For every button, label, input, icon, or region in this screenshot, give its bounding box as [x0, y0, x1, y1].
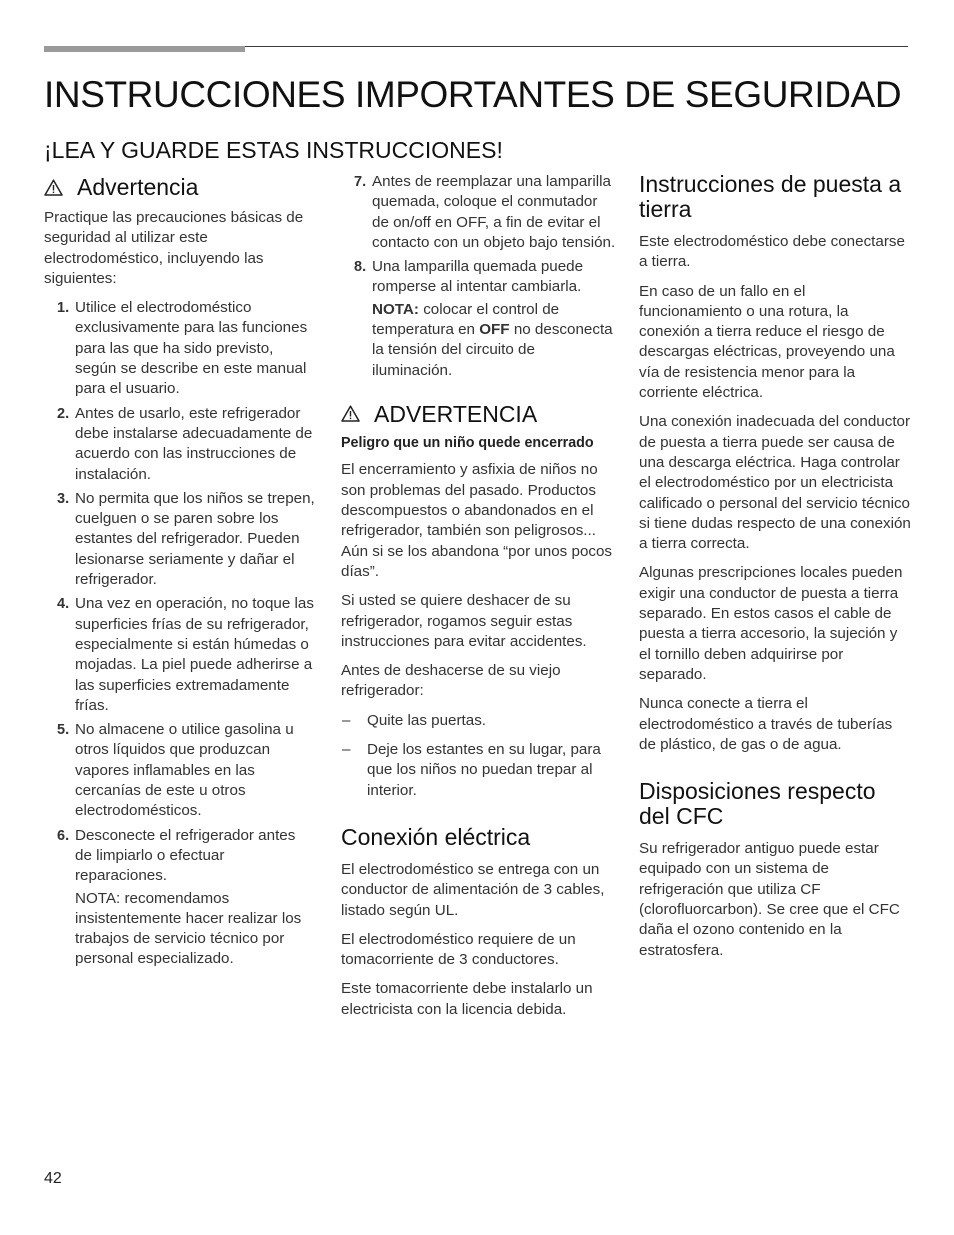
- electric-heading: Conexión eléctrica: [341, 823, 531, 850]
- child-warning-heading-label: ADVERTENCIA: [374, 400, 538, 427]
- paragraph: El electrodoméstico se entrega con un conductor de alimentación de 3 cables, listado según UL.: [341, 860, 605, 919]
- paragraph: Si usted se quiere deshacer de su refrigerador, rogamos seguir estas instrucciones para evitar accidentes.: [341, 592, 587, 650]
- list-item: [341, 740, 616, 801]
- list-item: [341, 257, 616, 381]
- item-text: Una vez en operación, no toque las superficies frías de su refrigerador, especialmente si están húmedas o mojadas. La piel puede adherirse a las superficies extremadamente frías.: [75, 595, 314, 714]
- warning-triangle-icon: [341, 405, 360, 422]
- note-text-a: colocar el control de temperatura en: [372, 300, 560, 339]
- page-title: INSTRUCCIONES IMPORTANTES DE SEGURIDAD: [44, 74, 902, 115]
- list-item: [44, 826, 316, 970]
- paragraph: Nunca conecte a tierra el electrodoméstico a través de tuberías de plástico, de gas o de agua.: [639, 695, 893, 753]
- paragraph: Su refrigerador antiguo puede estar equipado con un sistema de refrigeración que utiliza CF (clorofluorcarbon). Se cree que el CFC daña el ozono contenido en la estratosfera.: [639, 840, 900, 959]
- item-number: 1.: [57, 300, 70, 317]
- item-text: Antes de reemplazar una lamparilla quemada, coloque el conmutador de on/off en OFF, a fin de evitar el contacto con un objeto bajo tensión.: [372, 173, 616, 251]
- item-text: Antes de usarlo, este refrigerador debe instalarse adecuadamente de acuerdo con las instrucciones de instalación.: [75, 404, 313, 483]
- item-text: Desconecte el refrigerador antes de limpiarlo o efectuar reparaciones.: [75, 826, 296, 885]
- paragraph: Una conexión inadecuada del conductor de puesta a tierra puede ser causa de una descarga eléctrica. Haga controlar el electrodoméstico por un electricista calificado o personal del servicio técnico si tiene dudas respecto de una conexión a tierra correcta.: [639, 413, 911, 553]
- paragraph: Este tomacorriente debe instalarlo un electricista con la licencia debida.: [341, 980, 593, 1018]
- child-warning-subheading: Peligro que un niño quede encerrado: [341, 434, 594, 451]
- item-text: Una lamparilla quemada puede romperse al intentar cambiarla.: [372, 258, 584, 296]
- item-number: 7.: [354, 174, 367, 190]
- list-item: [44, 720, 316, 821]
- column-left: [44, 170, 316, 974]
- ground-heading: Instrucciones de puesta a tierra: [639, 171, 902, 222]
- safety-list: [44, 298, 316, 970]
- item-number: 8.: [354, 259, 367, 276]
- paragraph: Este electrodoméstico debe conectarse a tierra.: [639, 233, 905, 271]
- dash-bullet: –: [342, 711, 351, 729]
- item-number: 4.: [57, 596, 70, 613]
- item-note: [372, 300, 616, 381]
- top-rule-accent: [44, 46, 245, 52]
- item-number: 2.: [57, 405, 70, 422]
- note-label: NOTA:: [372, 300, 419, 318]
- list-item: [341, 172, 616, 253]
- warning-heading: [44, 174, 316, 200]
- item-number: 3.: [57, 490, 70, 507]
- item-number: 5.: [57, 722, 70, 739]
- child-warning-heading: [341, 401, 616, 427]
- column-right: [639, 172, 911, 970]
- paragraph: El encerramiento y asfixia de niños no son problemas del pasado. Productos descompuestos o abandonados en el refrigerador, también son peligrosos... Aún si se los abandona “por unos pocos días”.: [341, 461, 613, 580]
- item-text: No almacene o utilice gasolina u otros líquidos que produzcan vapores inflamables en las cercanías de este u otros electrodomésticos.: [75, 721, 294, 820]
- item-note: NOTA: recomendamos insistentemente hacer realizar los trabajos de servicio técnico por personal especializado.: [75, 889, 302, 968]
- list-item: [44, 594, 316, 716]
- column-middle: [341, 172, 616, 1029]
- warning-heading-label: Advertencia: [77, 174, 199, 200]
- note-text-b: no desconecta la tensión del circuito de iluminación.: [372, 321, 613, 379]
- item-text: Quite las puertas.: [367, 711, 487, 729]
- page-number: 42: [44, 1170, 62, 1187]
- list-item: [44, 404, 316, 485]
- paragraph: Antes de deshacerse de su viejo refrigerador:: [341, 662, 561, 700]
- item-text: Utilice el electrodoméstico exclusivamente para las funciones para las que ha sido previsto, según se describe en este manual para el usuario.: [75, 299, 308, 398]
- item-number: 6.: [57, 827, 70, 844]
- item-text: No permita que los niños se trepen, cuelguen o se paren sobre los estantes del refrigerador. Pueden lesionarse seriamente y dañar el refrigerador.: [75, 489, 315, 589]
- item-text: Deje los estantes en su lugar, para que los niños no puedan trepar al interior.: [367, 741, 601, 799]
- warning-triangle-icon: [44, 179, 63, 196]
- paragraph: En caso de un fallo en el funcionamiento o una rotura, la conexión a tierra reduce el riesgo de descargas eléctricas, proveyendo una vía de resistencia menor para la corriente eléctrica.: [639, 282, 895, 402]
- note-bold-word: OFF: [479, 321, 510, 339]
- disposal-list: [341, 711, 616, 801]
- page-subtitle: ¡LEA Y GUARDE ESTAS INSTRUCCIONES!: [44, 137, 503, 163]
- paragraph: Algunas prescripciones locales pueden exigir una conductor de puesta a tierra separado. En estos casos el cable de puesta a tierra accesorio, la sujeción y el tornillo deben adquirirse por separado.: [639, 564, 903, 683]
- intro-paragraph: Practique las precauciones básicas de seguridad al utilizar este electrodoméstico, incluyendo las siguientes:: [44, 209, 304, 287]
- paragraph: El electrodoméstico requiere de un tomacorriente de 3 conductores.: [341, 930, 576, 969]
- cfc-heading: Disposiciones respecto del CFC: [639, 778, 876, 830]
- dash-bullet: –: [342, 741, 351, 759]
- list-item: [341, 711, 616, 731]
- list-item: [44, 489, 316, 590]
- safety-list-continued: [341, 172, 616, 381]
- list-item: [44, 298, 316, 399]
